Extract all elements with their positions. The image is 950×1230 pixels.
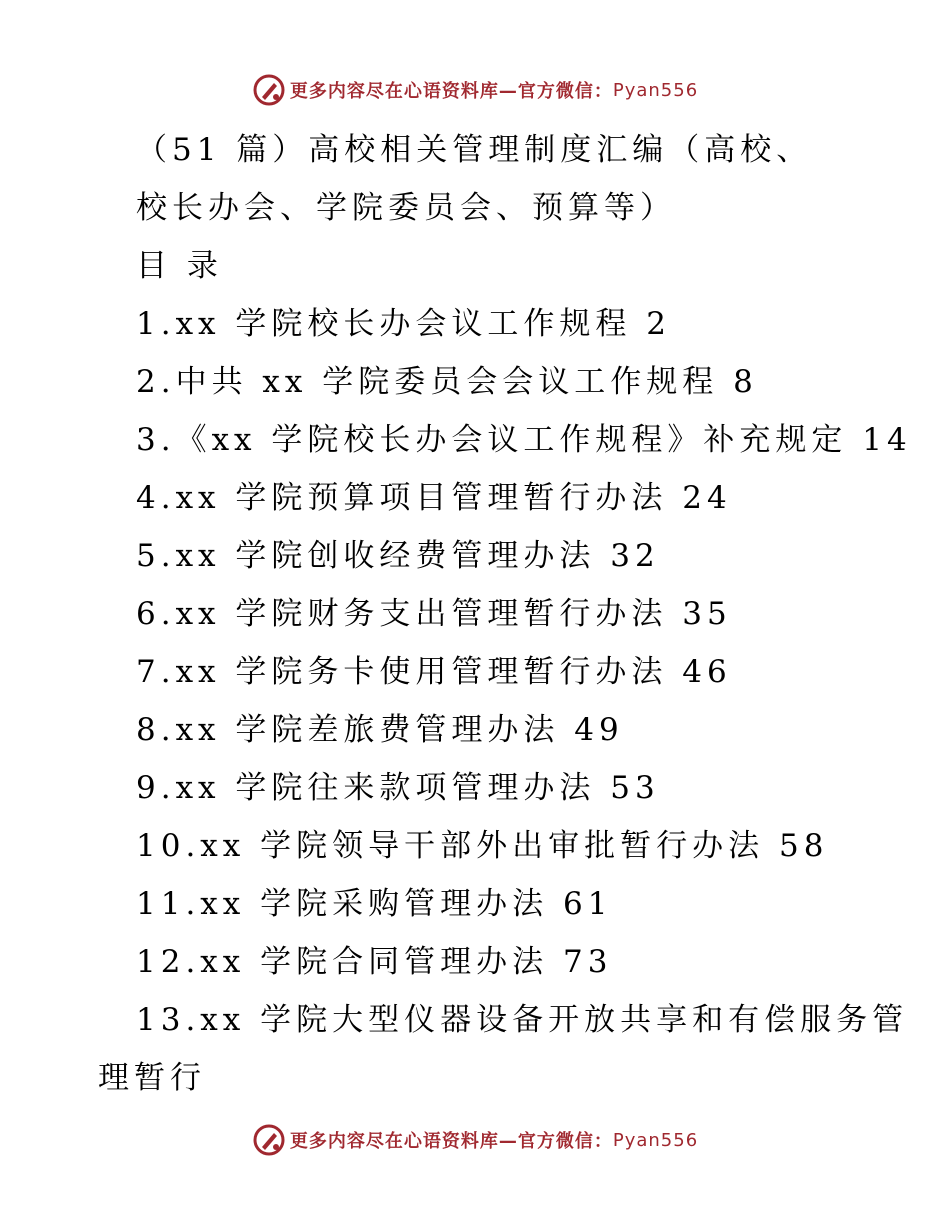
watermark-wechat-id: Pyan556 [612, 79, 699, 101]
toc-item: 5.xx 学院创收经费管理办法 32 [136, 538, 660, 574]
watermark-text: 更多内容尽在心语资料库—官方微信： [289, 81, 613, 102]
pen-logo-icon [252, 1123, 286, 1157]
title-line-2: 校长办会、学院委员会、预算等） [136, 190, 676, 226]
toc-item: 9.xx 学院往来款项管理办法 53 [136, 770, 660, 806]
toc-item: 4.xx 学院预算项目管理暂行办法 24 [136, 480, 732, 516]
toc-item: 13.xx 学院大型仪器设备开放共享和有偿服务管 [136, 1002, 909, 1038]
toc-item-continuation: 理暂行 [98, 1060, 206, 1096]
toc-item: 7.xx 学院务卡使用管理暂行办法 46 [136, 654, 732, 690]
toc-item: 11.xx 学院采购管理办法 61 [136, 886, 613, 922]
toc-item: 8.xx 学院差旅费管理办法 49 [136, 712, 624, 748]
toc-item: 6.xx 学院财务支出管理暂行办法 35 [136, 596, 732, 632]
pen-logo-icon [252, 73, 286, 107]
toc-heading: 目 录 [136, 248, 223, 284]
title-line-1: （51 篇）高校相关管理制度汇编（高校、 [136, 132, 813, 168]
toc-item: 10.xx 学院领导干部外出审批暂行办法 58 [136, 828, 829, 864]
toc-item: 3.《xx 学院校长办会议工作规程》补充规定 14 [136, 422, 912, 458]
toc-item: 1.xx 学院校长办会议工作规程 2 [136, 306, 671, 342]
header-watermark [0, 70, 950, 110]
watermark-text: 更多内容尽在心语资料库—官方微信： [289, 1131, 613, 1152]
toc-item: 2.中共 xx 学院委员会会议工作规程 8 [136, 364, 758, 400]
toc-item: 12.xx 学院合同管理办法 73 [136, 944, 613, 980]
footer-watermark [0, 1120, 950, 1160]
watermark-wechat-id: Pyan556 [612, 1129, 699, 1151]
